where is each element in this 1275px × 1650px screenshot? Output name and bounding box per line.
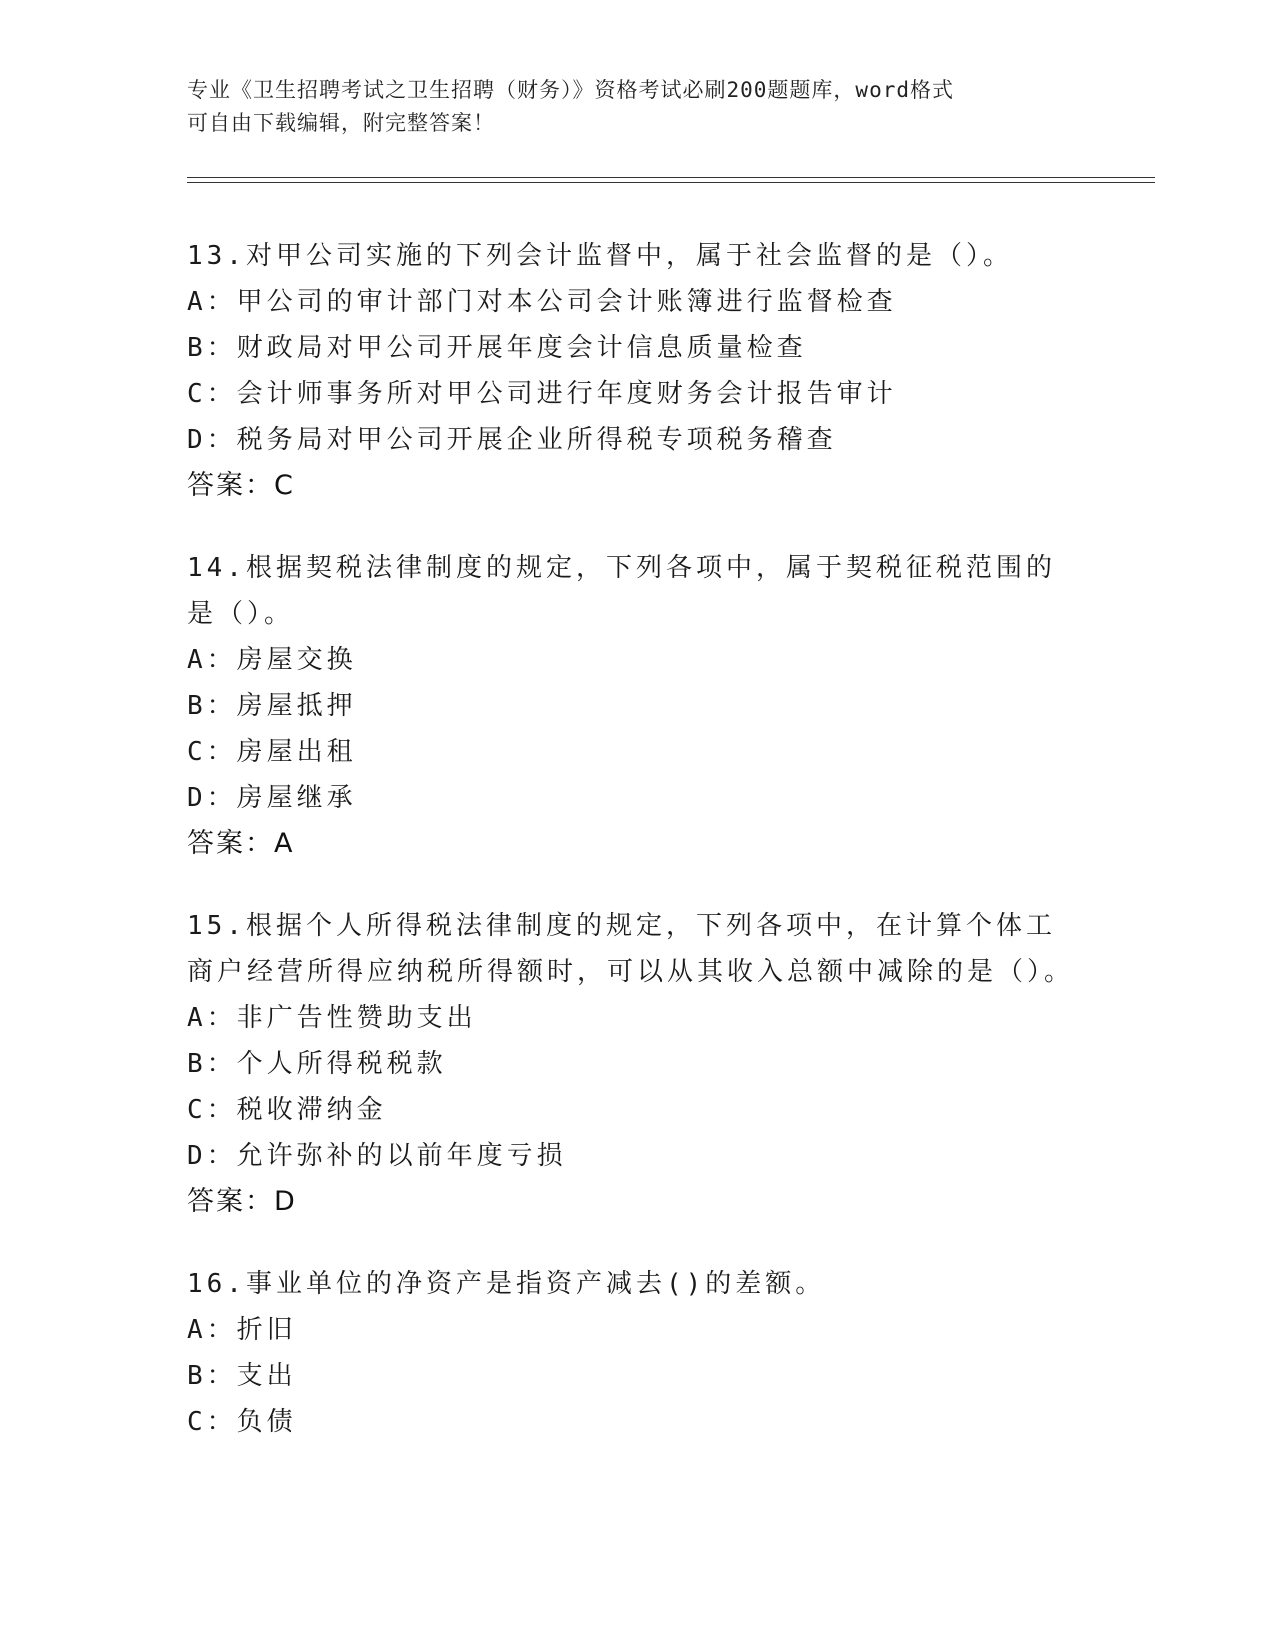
option-b: B：房屋抵押 [187,691,357,721]
option-a: A：折旧 [187,1315,297,1345]
option-a: A：非广告性赞助支出 [187,1003,477,1033]
question-15 [187,903,1087,1225]
header-line-1: 专业《卫生招聘考试之卫生招聘（财务）》资格考试必刷200题题库，word格式 [187,78,954,102]
question-list [187,233,1087,1481]
header-line-2: 可自由下载编辑，附完整答案！ [187,111,495,135]
option-b: B：个人所得税税款 [187,1049,447,1079]
question-16 [187,1261,1087,1445]
answer-line: 答案：A [187,828,295,859]
answer-line: 答案：C [187,470,295,501]
option-c: C：负债 [187,1407,297,1437]
option-d: D：允许弥补的以前年度亏损 [187,1141,567,1171]
question-title: 13.对甲公司实施的下列会计监督中，属于社会监督的是（）。 [187,241,1013,271]
question-title: 16.事业单位的净资产是指资产减去()的差额。 [187,1269,826,1299]
question-title: 15.根据个人所得税法律制度的规定，下列各项中，在计算个体工商户经营所得应纳税所得额时，可以从其收入总额中减除的是（）。 [187,911,1075,987]
option-c: C：会计师事务所对甲公司进行年度财务会计报告审计 [187,379,897,409]
option-a: A：房屋交换 [187,645,357,675]
option-d: D：税务局对甲公司开展企业所得税专项税务稽查 [187,425,837,455]
option-a: A：甲公司的审计部门对本公司会计账簿进行监督检查 [187,287,897,317]
option-d: D：房屋继承 [187,783,357,813]
header-divider-bottom [187,182,1155,183]
option-b: B：财政局对甲公司开展年度会计信息质量检查 [187,333,807,363]
header-divider-top [187,177,1155,178]
option-c: C：税收滞纳金 [187,1095,387,1125]
document-header [187,74,1067,140]
option-b: B：支出 [187,1361,297,1391]
question-title: 14.根据契税法律制度的规定，下列各项中，属于契税征税范围的是（）。 [187,553,1056,629]
question-13 [187,233,1087,509]
option-c: C：房屋出租 [187,737,357,767]
question-14 [187,545,1087,867]
answer-line: 答案：D [187,1186,297,1217]
